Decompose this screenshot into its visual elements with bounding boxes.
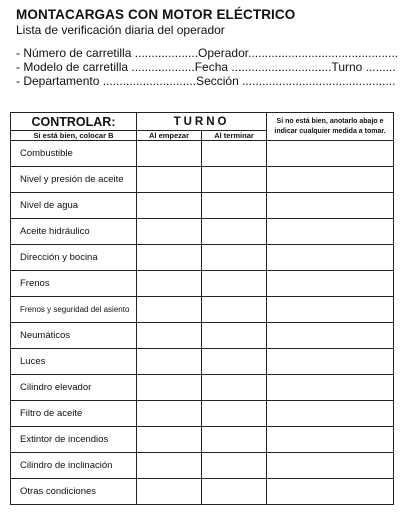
start-cell[interactable] xyxy=(137,219,202,245)
start-cell[interactable] xyxy=(137,401,202,427)
table-row xyxy=(11,323,394,349)
item-label: Aceite hidráulico xyxy=(11,219,137,245)
item-label: Frenos y seguridad del asiento xyxy=(11,297,137,323)
item-label: Frenos xyxy=(11,271,137,297)
item-label: Neumáticos xyxy=(11,323,137,349)
start-cell[interactable] xyxy=(137,167,202,193)
item-label: Filtro de aceite xyxy=(11,401,137,427)
end-cell[interactable] xyxy=(202,349,267,375)
start-cell[interactable] xyxy=(137,375,202,401)
item-label: Luces xyxy=(11,349,137,375)
turno-start-header: Al empezar xyxy=(137,131,202,141)
field-numero-operador[interactable]: - Número de carretilla ...................Operador............................................. xyxy=(16,46,399,60)
table-row xyxy=(11,479,394,505)
end-cell[interactable] xyxy=(202,167,267,193)
turno-header: TURNO xyxy=(137,113,267,131)
field-departamento-seccion[interactable]: - Departamento ............................Sección .............................................. xyxy=(16,74,396,88)
end-cell[interactable] xyxy=(202,427,267,453)
table-row xyxy=(11,453,394,479)
start-cell[interactable] xyxy=(137,297,202,323)
notes-cell[interactable] xyxy=(267,219,394,245)
end-cell[interactable] xyxy=(202,141,267,167)
start-cell[interactable] xyxy=(137,427,202,453)
item-label: Otras condiciones xyxy=(11,479,137,505)
start-cell[interactable] xyxy=(137,271,202,297)
start-cell[interactable] xyxy=(137,349,202,375)
table-row xyxy=(11,297,394,323)
table-row xyxy=(11,193,394,219)
field-modelo-fecha-turno[interactable]: - Modelo de carretilla ...................Fecha ..............................Turno ......... xyxy=(16,60,396,74)
item-label: Nivel de agua xyxy=(11,193,137,219)
start-cell[interactable] xyxy=(137,193,202,219)
controlar-header: CONTROLAR: xyxy=(11,113,137,131)
table-row xyxy=(11,427,394,453)
item-label: Dirección y bocina xyxy=(11,245,137,271)
item-label: Combustible xyxy=(11,141,137,167)
table-row xyxy=(11,245,394,271)
table-row xyxy=(11,375,394,401)
controlar-instruction: Si está bien, colocar B xyxy=(11,131,137,141)
form-title: MONTACARGAS CON MOTOR ELÉCTRICO xyxy=(16,7,296,22)
notes-cell[interactable] xyxy=(267,453,394,479)
turno-end-header: Al terminar xyxy=(202,131,267,141)
table-row xyxy=(11,401,394,427)
notes-cell[interactable] xyxy=(267,193,394,219)
notes-cell[interactable] xyxy=(267,297,394,323)
notes-cell[interactable] xyxy=(267,401,394,427)
form-subtitle: Lista de verificación diaria del operador xyxy=(16,23,225,37)
notes-cell[interactable] xyxy=(267,375,394,401)
end-cell[interactable] xyxy=(202,323,267,349)
item-label: Extintor de incendios xyxy=(11,427,137,453)
end-cell[interactable] xyxy=(202,271,267,297)
start-cell[interactable] xyxy=(137,479,202,505)
note-header: Si no está bien, anotarlo abajo e indicar cualquier medida a tomar. xyxy=(267,113,394,141)
notes-cell[interactable] xyxy=(267,167,394,193)
start-cell[interactable] xyxy=(137,141,202,167)
end-cell[interactable] xyxy=(202,375,267,401)
item-label: Cilindro de inclinación xyxy=(11,453,137,479)
notes-cell[interactable] xyxy=(267,323,394,349)
item-label: Cilindro elevador xyxy=(11,375,137,401)
item-label: Nivel y presión de aceite xyxy=(11,167,137,193)
end-cell[interactable] xyxy=(202,479,267,505)
table-row xyxy=(11,167,394,193)
checklist-table xyxy=(10,112,394,505)
notes-cell[interactable] xyxy=(267,141,394,167)
end-cell[interactable] xyxy=(202,193,267,219)
notes-cell[interactable] xyxy=(267,479,394,505)
end-cell[interactable] xyxy=(202,219,267,245)
end-cell[interactable] xyxy=(202,401,267,427)
start-cell[interactable] xyxy=(137,323,202,349)
end-cell[interactable] xyxy=(202,453,267,479)
table-row xyxy=(11,349,394,375)
end-cell[interactable] xyxy=(202,245,267,271)
notes-cell[interactable] xyxy=(267,245,394,271)
notes-cell[interactable] xyxy=(267,427,394,453)
table-row xyxy=(11,219,394,245)
start-cell[interactable] xyxy=(137,245,202,271)
end-cell[interactable] xyxy=(202,297,267,323)
table-row xyxy=(11,271,394,297)
table-row xyxy=(11,141,394,167)
notes-cell[interactable] xyxy=(267,271,394,297)
start-cell[interactable] xyxy=(137,453,202,479)
notes-cell[interactable] xyxy=(267,349,394,375)
checklist-body xyxy=(11,141,394,505)
